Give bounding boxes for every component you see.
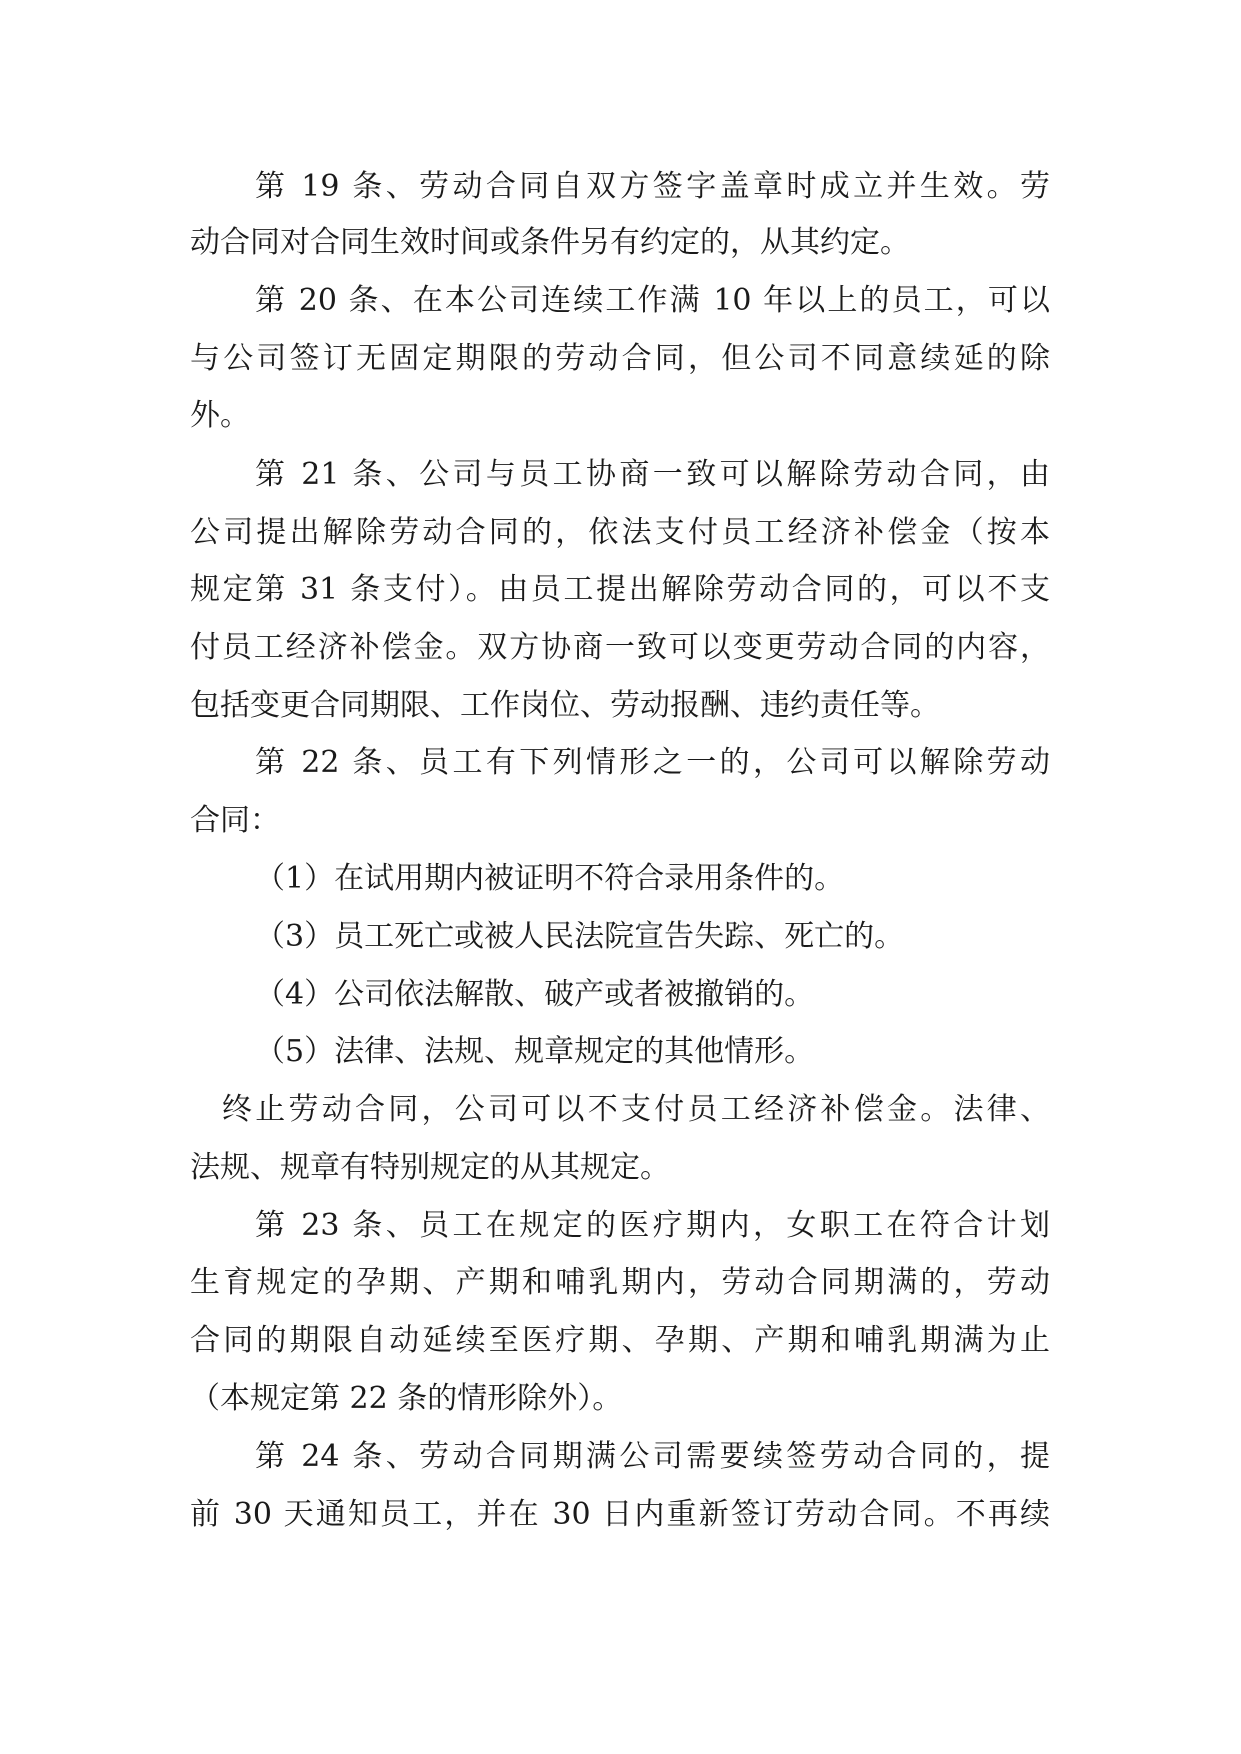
- paragraph-line: 终止劳动合同，公司可以不支付员工经济补偿金。法律、: [222, 1092, 1050, 1127]
- paragraph-line: 动合同对合同生效时间或条件另有约定的，从其约定。: [190, 225, 910, 260]
- paragraph-line: 合同：: [190, 803, 280, 838]
- paragraph-line: 外。: [190, 398, 250, 433]
- paragraph-line: 第 24 条、劳动合同期满公司需要续签劳动合同的，提: [255, 1439, 1050, 1474]
- list-item: （4）公司依法解散、破产或者被撤销的。: [255, 977, 815, 1012]
- paragraph-line: （本规定第 22 条的情形除外）。: [190, 1381, 623, 1416]
- paragraph-line: 与公司签订无固定期限的劳动合同，但公司不同意续延的除: [190, 341, 1050, 376]
- paragraph-line: 公司提出解除劳动合同的，依法支付员工经济补偿金（按本: [190, 515, 1050, 550]
- paragraph-line: 前 30 天通知员工，并在 30 日内重新签订劳动合同。不再续: [190, 1497, 1050, 1532]
- paragraph-line: 第 22 条、员工有下列情形之一的，公司可以解除劳动: [255, 745, 1050, 780]
- list-item: （5）法律、法规、规章规定的其他情形。: [255, 1034, 815, 1069]
- paragraph-line: 规定第 31 条支付）。由员工提出解除劳动合同的，可以不支: [190, 572, 1050, 607]
- paragraph-line: 合同的期限自动延续至医疗期、孕期、产期和哺乳期满为止: [190, 1323, 1050, 1358]
- paragraph-line: 付员工经济补偿金。双方协商一致可以变更劳动合同的内容，: [190, 630, 1050, 665]
- list-item: （1）在试用期内被证明不符合录用条件的。: [255, 861, 845, 896]
- paragraph-line: 法规、规章有特别规定的从其规定。: [190, 1150, 670, 1185]
- paragraph-line: 包括变更合同期限、工作岗位、劳动报酬、违约责任等。: [190, 688, 940, 723]
- paragraph-line: 第 21 条、公司与员工协商一致可以解除劳动合同，由: [255, 457, 1050, 492]
- paragraph-line: 生育规定的孕期、产期和哺乳期内，劳动合同期满的，劳动: [190, 1265, 1050, 1300]
- paragraph-line: 第 23 条、员工在规定的医疗期内，女职工在符合计划: [255, 1208, 1050, 1243]
- list-item: （3）员工死亡或被人民法院宣告失踪、死亡的。: [255, 919, 905, 954]
- paragraph-line: 第 20 条、在本公司连续工作满 10 年以上的员工，可以: [255, 283, 1050, 318]
- paragraph-line: 第 19 条、劳动合同自双方签字盖章时成立并生效。劳: [255, 169, 1050, 204]
